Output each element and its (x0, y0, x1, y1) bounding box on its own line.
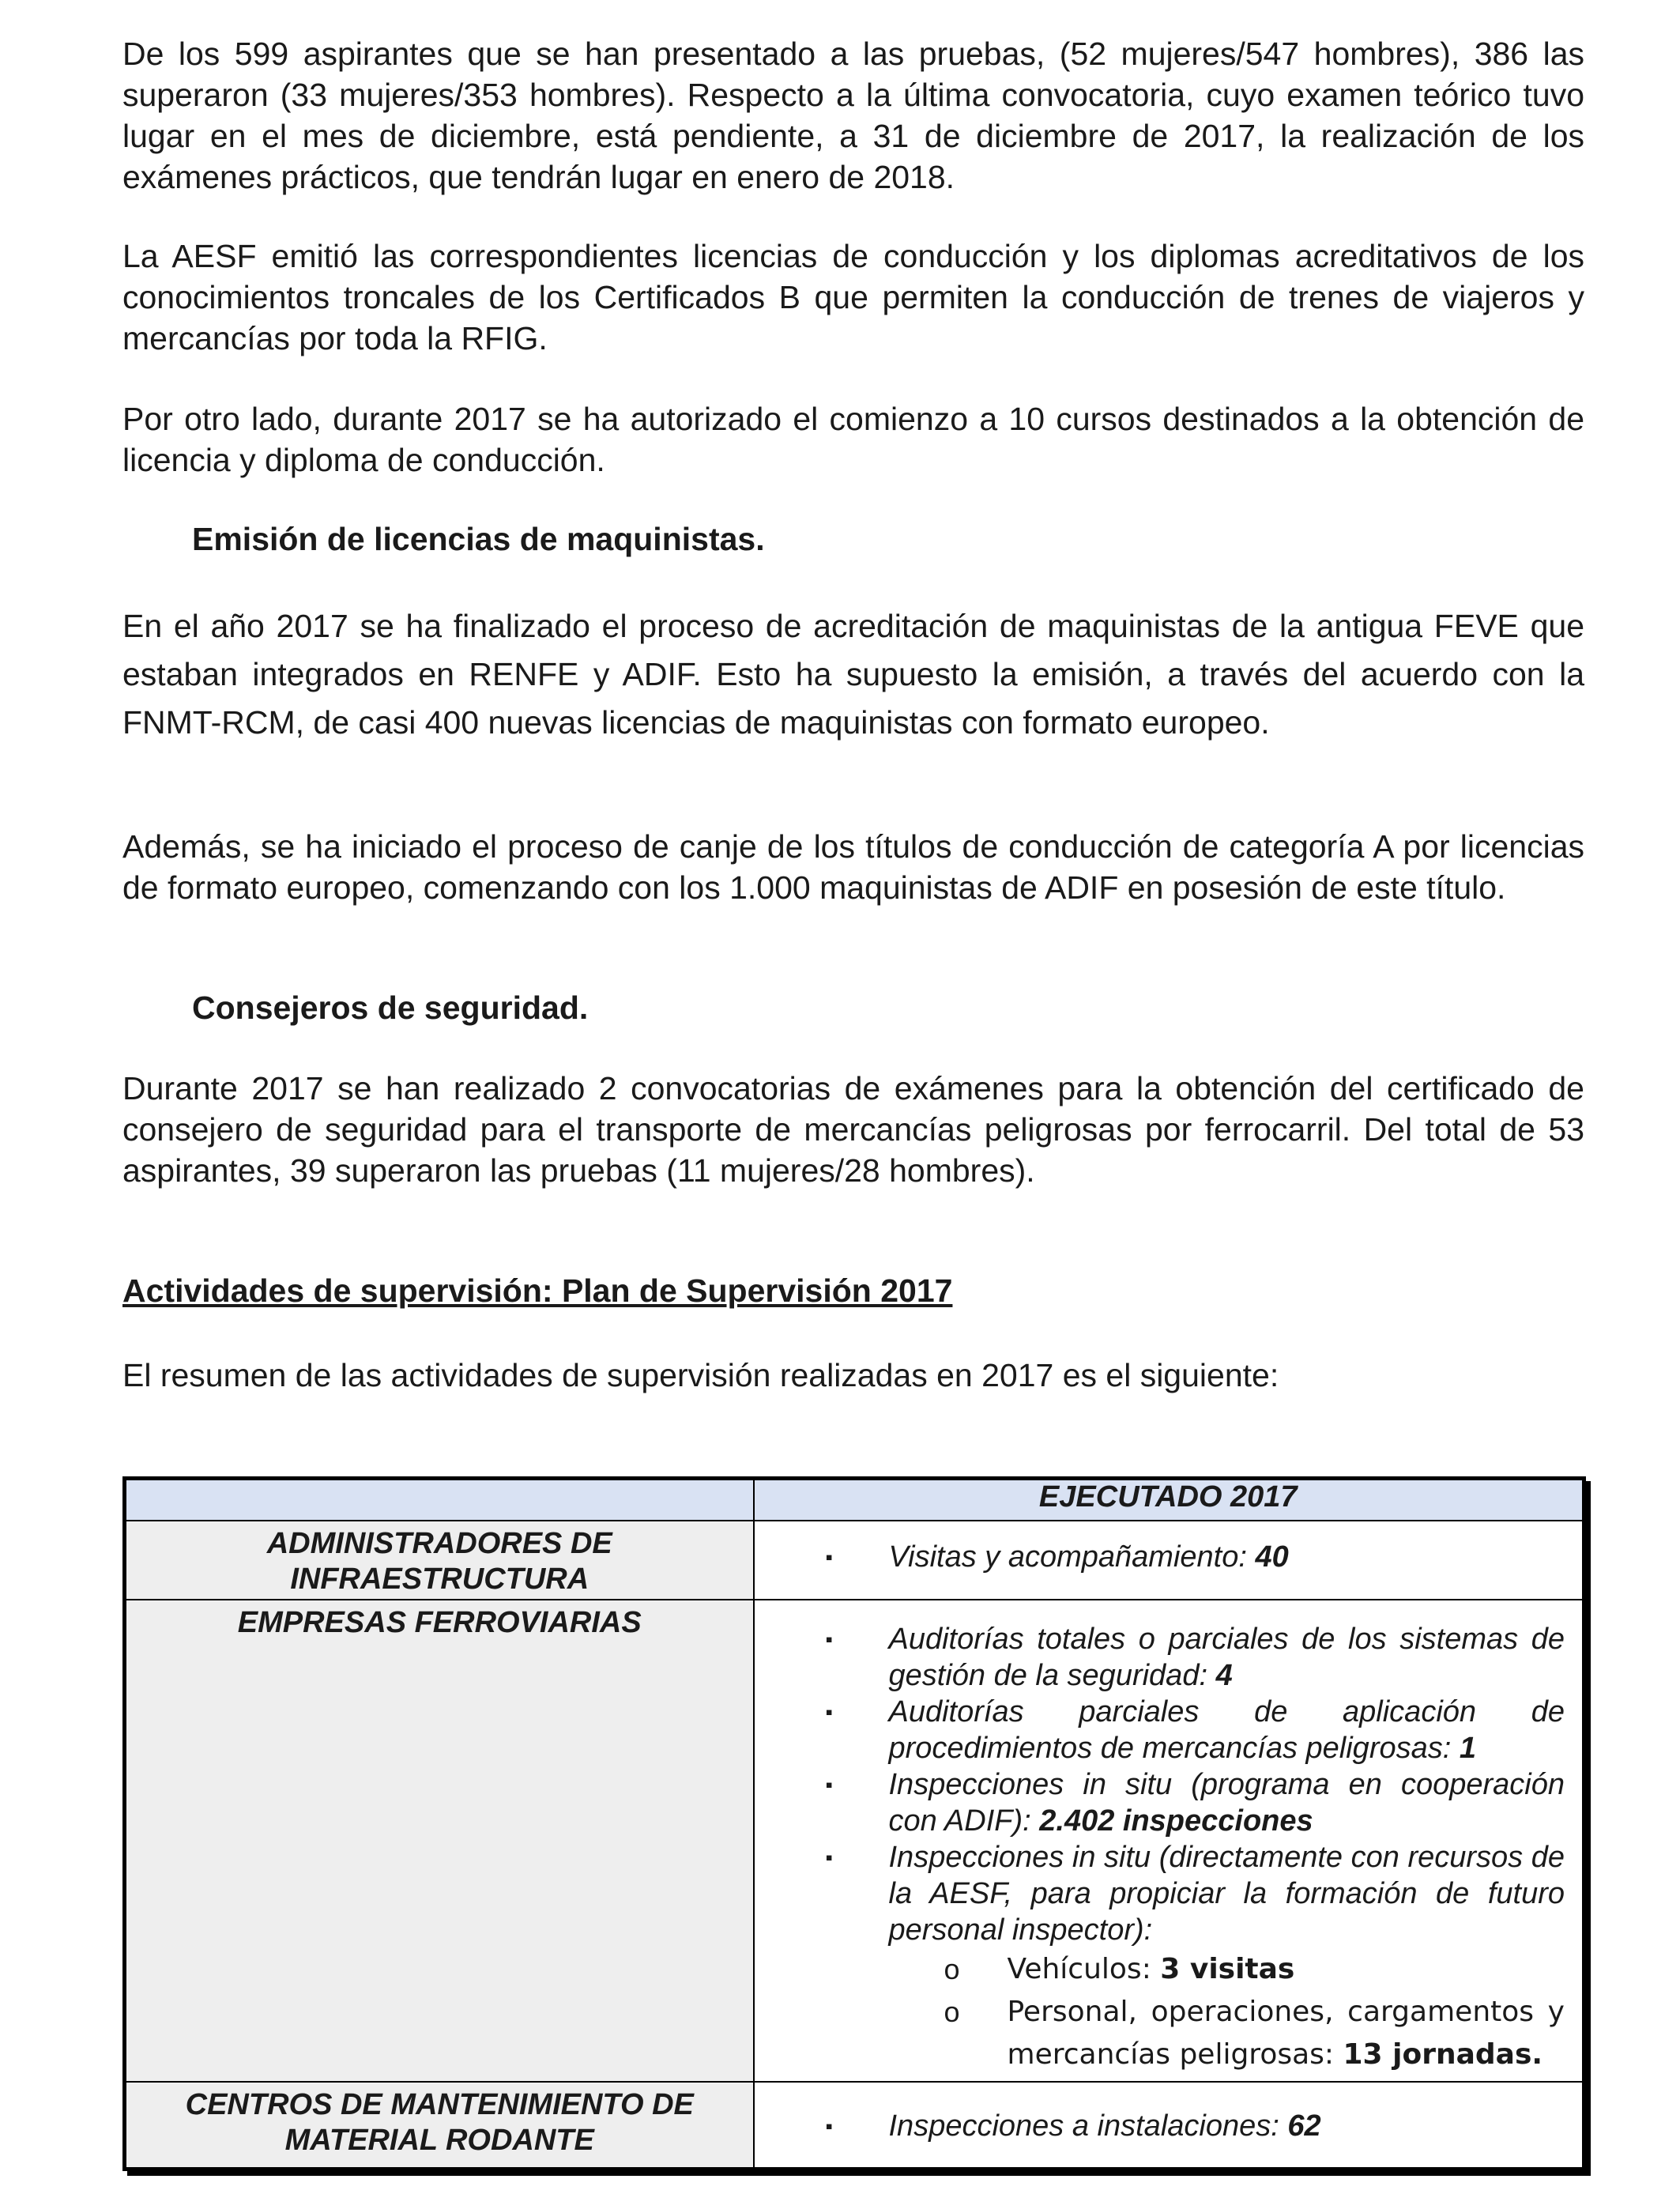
list-item: ▪ Visitas y acompañamiento: 40 (825, 1540, 1289, 1574)
circle-bullet-icon: o (944, 1953, 960, 1985)
square-bullet-icon: ▪ (825, 1700, 833, 1724)
list-item: ▪ Auditorías totales o parciales de los sistemas de gestión de la seguridad: 4 (825, 1623, 1565, 1692)
paragraph-cursos: Por otro lado, durante 2017 se ha autorizado el comienzo a 10 cursos destinados a la obtención de licencia y diploma de conducción. (122, 401, 1584, 478)
list-item: ▪ Inspecciones in situ (directamente con recursos de la AESF, para propiciar la formación de futuro personal inspector): o Vehículos: 3 visitas o Personal, operaciones, cargamentos y mercancías peligrosas: 13 jornadas. (755, 1839, 1565, 2076)
paragraph-resumen-intro: El resumen de las actividades de supervisión realizadas en 2017 es el siguiente: (122, 1357, 1279, 1393)
category-centros-mantenimiento: CENTROS DE MANTENIMIENTO DE MATERIAL RODANTE (125, 2082, 754, 2169)
items-cell (754, 1600, 1584, 2082)
paragraph-acreditacion-feve: En el año 2017 se ha finalizado el proceso de acreditación de maquinistas de la antigua FEVE que estaban integrados en RENFE y ADIF. Esto ha supuesto la emisión, a través del acuerdo con la FNMT-RCM, de casi 400 nuevas licencias de maquinistas con formato europeo. (122, 608, 1584, 741)
paragraph-aspirantes: De los 599 aspirantes que se han presentado a las pruebas, (52 mujeres/547 hombres), 386 las superaron (33 mujeres/353 hombres). Respecto a la última convocatoria, cuyo examen teórico tuvo lugar en el mes de diciembre, está pendiente, a 31 de diciembre de 2017, la realización de los exámenes prácticos, que tendrán lugar en enero de 2018. (122, 36, 1584, 195)
list-item: ▪ Inspecciones in situ (programa en cooperación con ADIF): 2.402 inspecciones (825, 1768, 1565, 1838)
items-cell (754, 2082, 1584, 2169)
list-item: ▪ Auditorías parciales de aplicación de procedimientos de mercancías peligrosas: 1 (825, 1695, 1565, 1765)
paragraph-consejeros: Durante 2017 se han realizado 2 convocatorias de exámenes para la obtención del certificado de consejero de seguridad para el transporte de mercancías peligrosas por ferrocarril. Del total de 53 aspirantes, 39 superaron las pruebas (11 mujeres/28 hombres). (122, 1070, 1584, 1189)
table-row (125, 2082, 1584, 2169)
table-row (125, 1600, 1584, 2082)
list-item: ▪ Inspecciones a instalaciones: 62 (825, 2109, 1321, 2143)
square-bullet-icon: ▪ (825, 1773, 833, 1796)
table-row (125, 1521, 1584, 1600)
paragraph-licencias-emitidas: La AESF emitió las correspondientes licencias de conducción y los diplomas acreditativos de los conocimientos troncales de los Certificados B que permiten la conducción de trenes de viajeros y mercancías por toda la RFIG. (122, 238, 1584, 356)
category-administradores: ADMINISTRADORES DE INFRAESTRUCTURA (125, 1521, 754, 1600)
supervision-summary-table (122, 1476, 1586, 2171)
sub-list-item: o Vehículos: 3 visitas (889, 1948, 1565, 1991)
square-bullet-icon: ▪ (825, 1627, 833, 1651)
heading-consejeros-seguridad: Consejeros de seguridad. (192, 990, 589, 1026)
heading-emision-licencias: Emisión de licencias de maquinistas. (192, 521, 765, 557)
items-cell (754, 1521, 1584, 1600)
paragraph-canje-titulos: Además, se ha iniciado el proceso de canje de los títulos de conducción de categoría A por licencias de formato europeo, comenzando con los 1.000 maquinistas de ADIF en posesión de este título. (122, 828, 1584, 906)
table-header-row (125, 1479, 1584, 1521)
sub-list-item: o Personal, operaciones, cargamentos y mercancías peligrosas: 13 jornadas. (889, 1991, 1565, 2076)
header-ejecutado: EJECUTADO 2017 (754, 1479, 1584, 1521)
header-empty-cell (125, 1479, 754, 1521)
square-bullet-icon: ▪ (825, 2114, 833, 2138)
category-empresas-ferroviarias: EMPRESAS FERROVIARIAS (125, 1600, 754, 2082)
circle-bullet-icon: o (944, 1996, 960, 2028)
section-title-supervision: Actividades de supervisión: Plan de Supervisión 2017 (122, 1272, 953, 1309)
square-bullet-icon: ▪ (825, 1545, 833, 1569)
square-bullet-icon: ▪ (825, 1845, 833, 1869)
